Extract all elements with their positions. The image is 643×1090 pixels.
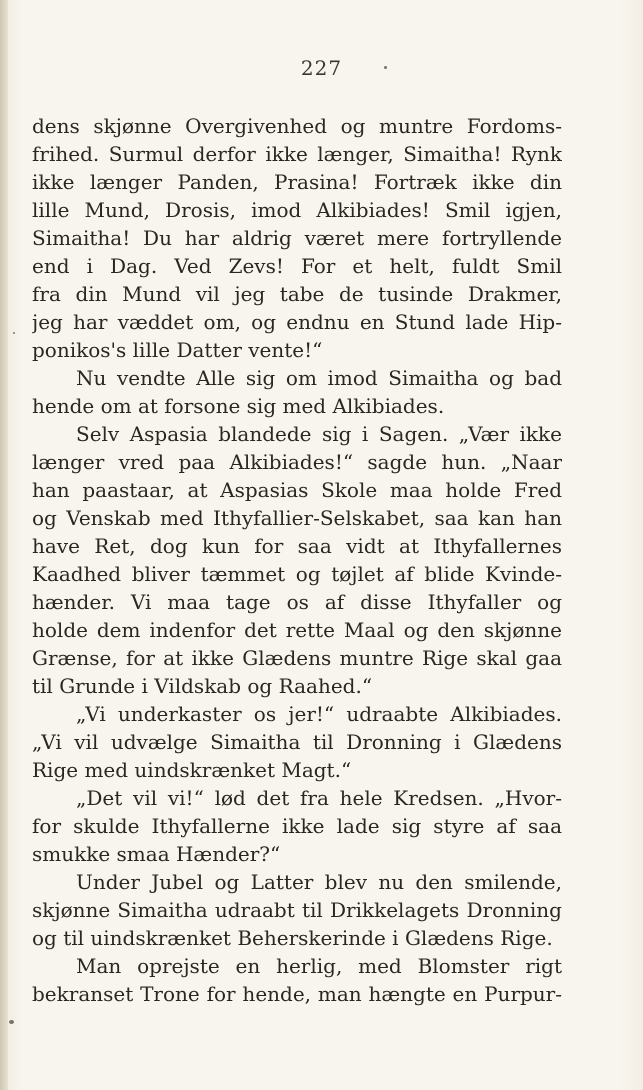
text-line: jeg har væddet om, og endnu en Stund lade Hip- [32,310,562,334]
page-spine-edge [0,0,8,1090]
text-line: Kaadhed bliver tæmmet og tøjlet af blide Kvinde- [32,562,562,586]
text-line: have Ret, dog kun for saa vidt at Ithyfallernes [32,534,562,558]
text-line: holde dem indenfor det rette Maal og den skjønne [32,618,562,642]
text-line: og til uindskrænket Beherskerinde i Glædens Rige. [32,926,553,950]
text-line: Man oprejste en herlig, med Blomster rigt [76,954,562,978]
text-line: dens skjønne Overgivenhed og muntre Fordoms- [32,114,562,138]
page-number: 227 [300,56,343,80]
text-line: smukke smaa Hænder?“ [32,842,281,866]
text-line: Simaitha! Du har aldrig været mere fortryllende [32,226,562,250]
ink-speck [9,1020,14,1024]
ink-speck [384,66,387,69]
text-line: for skulde Ithyfallerne ikke lade sig styre af saa [32,814,562,838]
text-line: „Vi underkaster os jer!“ udraabte Alkibiades. [76,702,562,726]
text-line: ikke længer Panden, Prasina! Fortræk ikke din [32,170,562,194]
text-line: frihed. Surmul derfor ikke længer, Simaitha! Rynk [32,142,562,166]
text-line: ponikos's lille Datter vente!“ [32,338,323,362]
text-line: hende om at forsone sig med Alkibiades. [32,394,445,418]
ink-speck [13,332,15,334]
text-line: længer vred paa Alkibiades!“ sagde hun. „Naar [32,450,562,474]
text-line: end i Dag. Ved Zevs! For et helt, fuldt Smil [32,254,562,278]
text-line: bekranset Trone for hende, man hængte en Purpur- [32,982,562,1006]
body-text [32,112,562,1008]
text-line: skjønne Simaitha udraabt til Drikkelagets Dronning [32,898,562,922]
text-line: „Det vil vi!“ lød det fra hele Kredsen. „Hvor- [76,786,562,810]
text-line: Rige med uindskrænket Magt.“ [32,758,352,782]
text-line: til Grunde i Vildskab og Raahed.“ [32,674,373,698]
text-line: lille Mund, Drosis, imod Alkibiades! Smil igjen, [32,198,562,222]
text-line: Nu vendte Alle sig om imod Simaitha og bad [76,366,562,390]
text-line: han paastaar, at Aspasias Skole maa holde Fred [32,478,562,502]
text-line: „Vi vil udvælge Simaitha til Dronning i Glædens [32,730,562,754]
text-line: fra din Mund vil jeg tabe de tusinde Drakmer, [32,282,562,306]
text-line: og Venskab med Ithyfallier-Selskabet, saa kan han [32,506,562,530]
text-line: Selv Aspasia blandede sig i Sagen. „Vær ikke [76,422,562,446]
text-line: Under Jubel og Latter blev nu den smilende, [76,870,562,894]
text-line: Grænse, for at ikke Glædens muntre Rige skal gaa [32,646,562,670]
text-line: hænder. Vi maa tage os af disse Ithyfaller og [32,590,562,614]
